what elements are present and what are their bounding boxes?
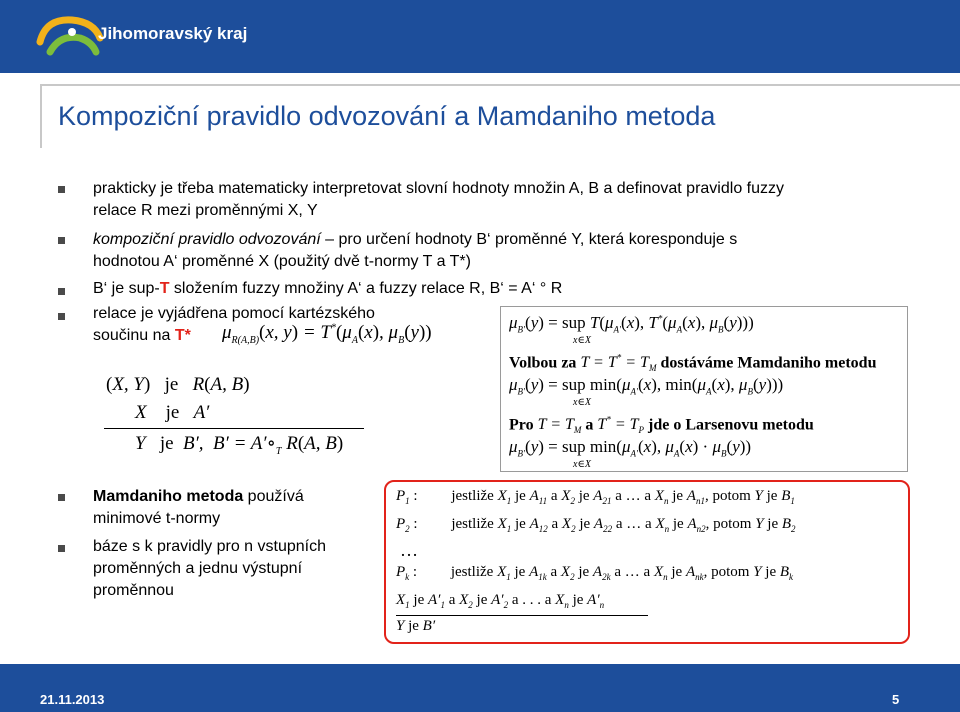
page-number: 5 xyxy=(892,692,900,707)
je: je xyxy=(765,564,777,580)
derivation-row-2: X je A′ xyxy=(135,402,210,423)
term-kompozicni-pravidlo: kompoziční pravidlo odvozování xyxy=(93,231,321,248)
bullet-6-line-2: proměnných a jednu výstupní xyxy=(93,560,303,577)
bullet-6-line-3: proměnnou xyxy=(93,582,174,599)
je: je xyxy=(476,592,488,608)
bullet-5-line-2: minimové t-normy xyxy=(93,510,221,527)
rule-output: Y je B′ xyxy=(396,618,436,634)
potom: , potom xyxy=(703,564,750,580)
rule-input: $X_1$ je $A'_1$ a $X_2$ je $A'_2$ a . . . a $X_n$ je $A'_n$ xyxy=(396,592,605,610)
a: a xyxy=(644,488,652,504)
jestlize: jestliže xyxy=(451,488,494,504)
bullet-6-line-1: báze s k pravidly pro n vstupních xyxy=(93,538,327,555)
volbou-line: Volbou za $T = T^* = T_M$ dostáváme Mamdaniho metodu xyxy=(509,353,877,374)
b3-post: složením fuzzy množiny A‘ a fuzzy relace R, B‘ = A‘ xyxy=(169,280,540,297)
je: je xyxy=(579,516,591,532)
je: je xyxy=(578,564,590,580)
je: je xyxy=(413,592,425,608)
jde-label: jde o Larsenovu metodu xyxy=(648,416,814,434)
footer-date: 21.11.2013 xyxy=(40,692,105,707)
potom: , potom xyxy=(704,488,751,504)
derivation-result: Y je B′, $B' = A'\circ_T$ R(A, B) xyxy=(135,433,344,457)
jestlize: jestliže xyxy=(451,516,494,532)
a: a xyxy=(615,488,622,504)
sup-subscript: x∈X xyxy=(573,397,591,408)
a: a xyxy=(511,592,519,608)
title-frame-top xyxy=(40,84,960,86)
bullet-marker xyxy=(58,313,65,320)
dostavame-label: dostáváme Mamdaniho metodu xyxy=(660,354,877,372)
sup-subscript: x∈X xyxy=(573,459,591,470)
je: je xyxy=(672,488,684,504)
title-frame-left xyxy=(40,84,42,148)
a: a xyxy=(550,488,558,504)
je: je xyxy=(514,564,526,580)
bullet-3-line xyxy=(93,278,562,300)
je: je xyxy=(408,618,419,634)
bullet-marker xyxy=(58,186,65,193)
je: je xyxy=(671,564,683,580)
mamdani-method-bold: Mamdaniho metoda xyxy=(93,488,244,505)
rule-divider xyxy=(396,615,648,616)
a: a xyxy=(550,564,558,580)
a: a xyxy=(643,564,651,580)
je: je xyxy=(572,592,584,608)
je: je xyxy=(766,488,778,504)
je: je xyxy=(578,488,590,504)
formula-mamdani: $\mu_{B'}(y)$ = sup $\min(\mu_{A'}(x)$, $\min(\mu_A(x)$, $\mu_B(y)$)) xyxy=(509,375,784,397)
bullet-marker xyxy=(58,237,65,244)
derivation-row-1: (X, Y) je R(A, B) xyxy=(106,374,250,395)
a: a xyxy=(614,564,622,580)
formula-box-sup-t xyxy=(500,306,908,472)
bullet-marker xyxy=(58,545,65,552)
a-label: a xyxy=(585,416,594,434)
slide-title: Kompoziční pravidlo odvozování a Mamdaniho metoda xyxy=(58,101,716,131)
bullet-2-line-1 xyxy=(93,229,737,251)
pro-label: Pro xyxy=(509,416,534,434)
bullet-marker xyxy=(58,288,65,295)
bullet-5-line-1 xyxy=(93,486,304,508)
a: a xyxy=(551,516,559,532)
bullet-4-line-2 xyxy=(93,325,191,347)
b5-rest: používá xyxy=(243,488,304,505)
a: a xyxy=(544,592,552,608)
composition-operator: ° xyxy=(539,280,547,297)
potom: , potom xyxy=(705,516,752,532)
rule-k: $P_k$ : jestliže $X_1$ je $A_{1k}$ a $X_2$ je $A_{2k}$ a … a $X_n$ je $A_{nk}$, potom Y je $B_k$ xyxy=(396,564,794,582)
rule-2: $P_2$ : jestliže $X_1$ je $A_{12}$ a $X_2$ je $A_{22}$ a … a $X_n$ je $A_{n2}$, potom Y je $B_2$ xyxy=(396,516,796,534)
formula-larsen: $\mu_{B'}(y)$ = sup $\min(\mu_{A'}(x)$, $\mu_A(x) \cdot \mu_B(y)$) xyxy=(509,437,752,459)
a: a xyxy=(645,516,652,532)
je: je xyxy=(515,516,526,532)
a: a xyxy=(615,516,623,532)
jihomoravsky-kraj-logo-icon xyxy=(36,12,106,60)
je: je xyxy=(672,516,684,532)
je: je xyxy=(767,516,779,532)
bullet-1-line-1: prakticky je třeba matematicky interpretovat slovní hodnoty množin A, B a definovat pravidlo fuzzy xyxy=(93,180,784,197)
bullet-marker xyxy=(58,494,65,501)
relation-formula: $\mu_{R(A,B)}(x$, $y) = T^*(\mu_A(x)$, $\mu_B(y)$) xyxy=(222,322,432,346)
a: a xyxy=(448,592,456,608)
je: je xyxy=(515,488,526,504)
volbou-label: Volbou za xyxy=(509,354,577,372)
b4-tstar-red: T* xyxy=(174,327,191,344)
footer-bar xyxy=(0,664,960,712)
rule-ellipsis: … xyxy=(400,540,418,560)
bullet-4-line-1: relace je vyjádřena pomocí kartézského xyxy=(93,305,375,322)
formula-general: $\mu_{B'}(y)$ = sup $T(\mu_{A'}(x)$, $T^*(\mu_A(x)$, $\mu_B(y)$)) xyxy=(509,313,754,335)
derivation-divider xyxy=(104,428,364,429)
pro-line: Pro $T = T_M$ a $T^* = T_P$ jde o Larsenovu metodu xyxy=(509,415,814,436)
b4-pre: součinu na xyxy=(93,327,175,344)
bullet-2-rest: – pro určení hodnoty B‘ proměnné Y, která koresponduje s xyxy=(320,231,738,248)
sup-subscript: x∈X xyxy=(573,335,591,346)
jestlize: jestliže xyxy=(450,564,494,580)
b3-pre: B‘ je sup- xyxy=(93,280,160,297)
b3-t-red: T xyxy=(159,280,170,297)
b3-end: R xyxy=(546,280,563,297)
rule-1: $P_1$ : jestliže $X_1$ je $A_{11}$ a $X_2$ je $A_{21}$ a … a $X_n$ je $A_{n1}$, potom Y je $B_1$ xyxy=(396,488,795,506)
brand-name: Jihomoravský kraj xyxy=(98,24,248,43)
bullet-1-line-2: relace R mezi proměnnými X, Y xyxy=(93,202,318,219)
bullet-2-line-2: hodnotou A‘ proměnné X (použitý dvě t-normy T a T*) xyxy=(93,253,471,270)
rule-base-box xyxy=(384,480,910,644)
